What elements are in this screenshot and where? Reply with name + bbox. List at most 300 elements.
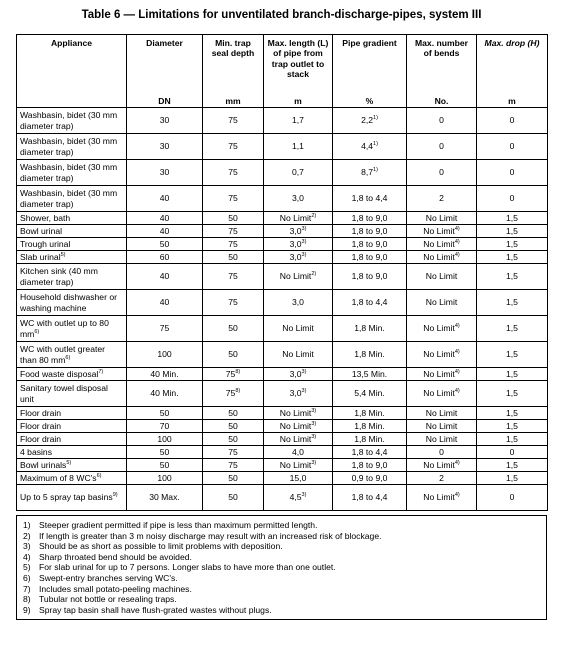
cell-diameter: [127, 108, 203, 134]
footnote-item: [23, 562, 540, 573]
cell-max-drop: [477, 381, 548, 407]
cell-bends: [407, 381, 477, 407]
cell-appliance: [17, 238, 127, 251]
cell-gradient-text: 1,8 to 4,4: [351, 446, 388, 457]
cell-appliance-text: Floor drain: [20, 407, 62, 418]
cell-max-length-text: 3,0: [289, 225, 302, 236]
table-row: [17, 264, 548, 290]
cell-max-length-text: 15,0: [289, 472, 307, 483]
cell-trap-seal: [203, 420, 264, 433]
cell-diameter-text: 100: [157, 433, 172, 444]
cell-max-length: [264, 420, 333, 433]
footnote-number: 1): [23, 520, 31, 530]
footnote-item: [23, 552, 540, 563]
cell-appliance: [17, 290, 127, 316]
cell-appliance: [17, 472, 127, 485]
unit-row: [17, 91, 548, 108]
cell-max-drop-text: 0: [509, 446, 515, 457]
footnote-ref: 3): [301, 492, 307, 499]
footnote-number: 5): [23, 562, 31, 573]
cell-max-drop: [477, 186, 548, 212]
cell-bends: [407, 238, 477, 251]
cell-gradient-text: 1,8 to 9,0: [351, 238, 388, 249]
cell-max-length: [264, 342, 333, 368]
cell-max-drop-text: 1,5: [506, 225, 518, 236]
cell-max-length: [264, 433, 333, 446]
footnote-ref: 4): [454, 349, 460, 356]
table-row: [17, 485, 548, 511]
cell-gradient: [333, 108, 407, 134]
cell-gradient: [333, 134, 407, 160]
footnote-ref: 7): [98, 368, 104, 375]
cell-gradient-text: 1,8 Min.: [354, 323, 385, 334]
cell-gradient-text: 1,8 Min.: [354, 433, 385, 444]
cell-appliance-text: Up to 5 spray tap basins: [20, 492, 113, 503]
cell-trap-seal-text: 75: [228, 297, 238, 308]
cell-appliance-text: WC with outlet greater than 80 mm: [20, 344, 106, 365]
cell-max-length: [264, 368, 333, 381]
cell-diameter-text: 50: [159, 407, 170, 418]
cell-gradient: [333, 251, 407, 264]
cell-trap-seal-text: 50: [228, 472, 238, 483]
footnote-ref: 4): [454, 323, 460, 330]
cell-bends: [407, 433, 477, 446]
cell-trap-seal: [203, 212, 264, 225]
footnote-text: Tubular not bottle or resealing traps.: [39, 594, 177, 605]
col-header-appliance: Appliance: [17, 35, 127, 91]
footnote-item: [23, 594, 540, 605]
cell-diameter-text: 50: [159, 238, 170, 249]
footnote-ref: 3): [301, 225, 307, 232]
footnote-text: If length is greater than 3 m noisy discharge may result with an increased risk of blockage.: [39, 530, 382, 541]
cell-appliance: [17, 225, 127, 238]
cell-bends-text: No Limit: [425, 420, 458, 431]
cell-trap-seal: [203, 134, 264, 160]
cell-max-drop-text: 1,5: [506, 323, 518, 334]
footnote-number: 7): [23, 583, 31, 594]
cell-max-drop: [477, 225, 548, 238]
footnote-ref: 1): [373, 141, 378, 148]
cell-diameter: [127, 446, 203, 459]
cell-diameter: [127, 251, 203, 264]
footnote-ref: 1): [373, 167, 378, 174]
cell-trap-seal: [203, 108, 264, 134]
cell-bends: [407, 407, 477, 420]
footnote-ref: 3): [301, 368, 307, 375]
cell-max-drop: [477, 264, 548, 290]
cell-max-drop-text: 1,5: [506, 238, 518, 249]
cell-appliance-text: Food waste disposal: [20, 368, 99, 379]
cell-appliance: [17, 264, 127, 290]
cell-trap-seal-text: 75: [228, 459, 238, 470]
table-row: [17, 160, 548, 186]
cell-appliance-text: WC with outlet up to 80 mm: [20, 318, 109, 339]
footnote-ref: 6): [34, 328, 40, 335]
col-header-gradient: Pipe gradient: [333, 35, 407, 91]
cell-trap-seal-text: 75: [228, 271, 238, 282]
cell-trap-seal-text: 75: [228, 238, 238, 249]
cell-max-length: [264, 407, 333, 420]
cell-max-drop: [477, 316, 548, 342]
footnote-number: 8): [23, 594, 31, 605]
cell-max-drop-text: 1,5: [506, 271, 518, 282]
cell-max-length-text: 3,0: [289, 251, 302, 262]
cell-trap-seal: [203, 316, 264, 342]
table-title: Table 6 — Limitations for unventilated branch-discharge-pipes, system III: [81, 9, 482, 21]
footnote-number: 6): [23, 572, 31, 583]
cell-appliance-text: Bowl urinal: [20, 225, 63, 236]
cell-gradient: [333, 485, 407, 511]
table-row: [17, 251, 548, 264]
cell-bends-text: No Limit: [423, 349, 455, 360]
cell-gradient-text: 13,5 Min.: [351, 368, 388, 379]
cell-max-length: [264, 290, 333, 316]
cell-diameter: [127, 342, 203, 368]
cell-max-drop: [477, 459, 548, 472]
cell-max-drop-text: 1,5: [506, 297, 518, 308]
cell-bends-text: No Limit: [423, 492, 455, 503]
cell-bends: [407, 264, 477, 290]
cell-trap-seal-text: 75: [228, 193, 238, 204]
cell-max-drop-text: 0: [509, 492, 515, 503]
cell-max-length-text: 3,0: [289, 238, 302, 249]
cell-bends: [407, 251, 477, 264]
cell-appliance: [17, 186, 127, 212]
footnote-number: 3): [23, 541, 31, 552]
cell-trap-seal-text: 50: [228, 349, 238, 360]
cell-max-drop: [477, 251, 548, 264]
cell-max-length: [264, 485, 333, 511]
footnote-ref: 5): [66, 459, 72, 466]
cell-bends-text: No Limit: [423, 459, 455, 470]
cell-trap-seal-text: 75: [228, 225, 238, 236]
cell-max-length: [264, 472, 333, 485]
cell-bends-text: No Limit: [423, 225, 455, 236]
cell-trap-seal-text: 50: [228, 492, 238, 503]
cell-bends-text: No Limit: [423, 368, 455, 379]
cell-max-drop-text: 1,5: [506, 368, 518, 379]
cell-max-drop: [477, 342, 548, 368]
cell-diameter: [127, 238, 203, 251]
footnote-ref: 2): [311, 212, 317, 219]
footnote-ref: 4): [454, 459, 460, 466]
footnote-ref: 4): [454, 225, 460, 232]
footnote-ref: 3): [301, 238, 307, 245]
cell-max-length-text: No Limit: [279, 420, 312, 431]
footnote-item: [23, 584, 540, 595]
cell-gradient-text: 8,7: [361, 167, 374, 178]
cell-max-length-text: 4,0: [292, 446, 304, 457]
footnote-ref: 4): [454, 492, 460, 499]
cell-max-length: [264, 212, 333, 225]
cell-gradient: [333, 342, 407, 368]
footnote-number: 2): [23, 530, 31, 541]
cell-max-drop: [477, 108, 548, 134]
cell-diameter-text: 40: [159, 212, 170, 223]
cell-max-drop-text: 1,5: [506, 407, 518, 418]
table-row: [17, 433, 548, 446]
cell-gradient: [333, 381, 407, 407]
cell-max-drop: [477, 485, 548, 511]
cell-max-drop: [477, 446, 548, 459]
cell-max-length-text: 3,0: [292, 193, 304, 204]
cell-max-drop: [477, 420, 548, 433]
cell-max-length-text: 0,7: [292, 167, 304, 178]
cell-diameter-text: 75: [159, 323, 170, 334]
table-row: [17, 420, 548, 433]
cell-max-length: [264, 381, 333, 407]
col-header-max-drop: Max. drop (H): [477, 35, 548, 91]
table-row: [17, 186, 548, 212]
cell-bends-text: No Limit: [425, 297, 458, 308]
footnote-text: Includes small potato-peeling machines.: [39, 583, 192, 594]
col-header-trap-seal: Min. trap seal depth: [203, 35, 264, 91]
cell-max-drop-text: 1,5: [506, 251, 518, 262]
table-row: [17, 212, 548, 225]
cell-trap-seal-text: 50: [228, 212, 238, 223]
cell-max-length-text: 3,0: [292, 297, 304, 308]
cell-max-drop: [477, 160, 548, 186]
cell-gradient: [333, 459, 407, 472]
cell-gradient-text: 0,9 to 9,0: [351, 472, 388, 483]
footnote-text: Spray tap basin shall have flush-grated wastes without plugs.: [39, 604, 272, 615]
cell-max-drop-text: 1,5: [506, 433, 518, 444]
cell-max-length: [264, 459, 333, 472]
cell-appliance: [17, 160, 127, 186]
table-row: [17, 290, 548, 316]
cell-max-drop: [477, 134, 548, 160]
cell-trap-seal-text: 75: [225, 388, 236, 399]
table-row: [17, 407, 548, 420]
cell-gradient-text: 1,8 to 4,4: [351, 193, 388, 204]
table-row: [17, 342, 548, 368]
col-header-bends: Max. number of bends: [407, 35, 477, 91]
cell-trap-seal: [203, 381, 264, 407]
unit-appliance: [17, 91, 127, 108]
cell-gradient: [333, 290, 407, 316]
footnote-text: Sharp throated bend should be avoided.: [39, 551, 192, 562]
cell-diameter: [127, 459, 203, 472]
table-row: [17, 446, 548, 459]
header-row: [17, 35, 548, 91]
table-row: [17, 108, 548, 134]
cell-diameter: [127, 160, 203, 186]
cell-appliance: [17, 433, 127, 446]
cell-diameter: [127, 433, 203, 446]
cell-bends: [407, 420, 477, 433]
cell-gradient-text: 1,8 to 4,4: [351, 492, 388, 503]
cell-max-length-text: 3,0: [289, 388, 302, 399]
cell-max-length: [264, 186, 333, 212]
footnote-ref: 3): [301, 388, 307, 395]
cell-appliance: [17, 134, 127, 160]
col-header-diameter: Diameter: [127, 35, 203, 91]
cell-diameter-text: 40 Min.: [150, 388, 179, 399]
cell-trap-seal: [203, 446, 264, 459]
footnote-item: [23, 605, 540, 616]
cell-max-length-text: No Limit: [282, 349, 314, 360]
cell-bends-text: No Limit: [425, 271, 458, 282]
cell-max-length-text: 4,5: [289, 492, 302, 503]
cell-diameter: [127, 290, 203, 316]
cell-gradient: [333, 160, 407, 186]
cell-gradient-text: 1,8 to 9,0: [351, 212, 388, 223]
cell-max-length-text: No Limit: [279, 407, 312, 418]
cell-diameter: [127, 225, 203, 238]
cell-bends-text: 2: [439, 472, 444, 483]
cell-appliance-text: Maximum of 8 WC's: [20, 472, 97, 483]
cell-max-length-text: 1,1: [292, 141, 304, 152]
cell-gradient: [333, 472, 407, 485]
cell-trap-seal: [203, 238, 264, 251]
cell-trap-seal-text: 75: [228, 115, 238, 126]
cell-diameter: [127, 420, 203, 433]
cell-diameter-text: 40: [159, 225, 170, 236]
cell-bends: [407, 225, 477, 238]
cell-gradient-text: 1,8 to 4,4: [351, 297, 388, 308]
cell-bends: [407, 368, 477, 381]
cell-gradient: [333, 238, 407, 251]
footnote-ref: 6): [65, 354, 71, 361]
cell-appliance: [17, 368, 127, 381]
cell-gradient-text: 1,8 Min.: [354, 349, 385, 360]
cell-bends: [407, 472, 477, 485]
table-row: [17, 238, 548, 251]
footnote-ref: 1): [373, 115, 378, 122]
cell-appliance: [17, 251, 127, 264]
cell-appliance: [17, 108, 127, 134]
cell-diameter-text: 50: [159, 446, 170, 457]
cell-appliance-text: Shower, bath: [20, 212, 71, 223]
unit-max-drop: m: [477, 91, 548, 108]
footnote-item: [23, 573, 540, 584]
cell-gradient-text: 1,8 to 9,0: [351, 271, 388, 282]
cell-gradient: [333, 225, 407, 238]
cell-bends-text: 0: [439, 115, 444, 126]
cell-diameter: [127, 186, 203, 212]
cell-bends: [407, 108, 477, 134]
footnote-item: [23, 541, 540, 552]
cell-max-length-text: 1,7: [292, 115, 304, 126]
cell-diameter: [127, 212, 203, 225]
cell-gradient-text: 1,8 to 9,0: [351, 251, 388, 262]
cell-trap-seal: [203, 290, 264, 316]
cell-max-drop: [477, 368, 548, 381]
cell-appliance: [17, 459, 127, 472]
cell-bends-text: 2: [439, 193, 444, 204]
cell-bends-text: No Limit: [425, 212, 458, 223]
cell-diameter-text: 60: [159, 251, 170, 262]
cell-trap-seal: [203, 407, 264, 420]
footnote-ref: 8): [235, 368, 241, 375]
cell-diameter: [127, 381, 203, 407]
footnote-number: 4): [23, 551, 31, 562]
cell-gradient: [333, 264, 407, 290]
cell-trap-seal-text: 75: [225, 368, 236, 379]
cell-gradient-text: 1,8 Min.: [354, 420, 385, 431]
cell-max-length-text: No Limit: [279, 433, 312, 444]
footnote-text: Swept-entry branches serving WC's.: [39, 572, 178, 583]
unit-trap-seal: mm: [203, 91, 264, 108]
cell-max-drop-text: 0: [509, 141, 515, 152]
cell-gradient: [333, 420, 407, 433]
footnote-ref: 4): [454, 251, 460, 258]
cell-appliance: [17, 485, 127, 511]
cell-trap-seal: [203, 472, 264, 485]
cell-gradient: [333, 433, 407, 446]
footnote-ref: 3): [311, 420, 317, 427]
table-row: [17, 225, 548, 238]
cell-appliance-text: Household dishwasher or washing machine: [20, 292, 117, 313]
cell-max-length: [264, 225, 333, 238]
cell-appliance: [17, 316, 127, 342]
table-row: [17, 381, 548, 407]
cell-diameter-text: 70: [159, 420, 170, 431]
unit-bends: No.: [407, 91, 477, 108]
cell-max-drop-text: 1,5: [506, 472, 518, 483]
cell-max-drop: [477, 212, 548, 225]
cell-gradient-text: 2,2: [361, 115, 374, 126]
cell-diameter: [127, 485, 203, 511]
footnote-ref: 3): [301, 251, 307, 258]
cell-diameter-text: 30 Max.: [149, 492, 180, 503]
cell-max-drop: [477, 433, 548, 446]
cell-max-drop-text: 0: [509, 193, 515, 204]
cell-appliance-text: Slab urinal: [20, 251, 61, 262]
cell-max-drop: [477, 238, 548, 251]
footnote-ref: 8): [235, 388, 241, 395]
cell-diameter-text: 40: [159, 297, 170, 308]
cell-diameter-text: 100: [157, 349, 172, 360]
cell-gradient-text: 1,8 to 9,0: [351, 225, 388, 236]
cell-trap-seal: [203, 368, 264, 381]
cell-bends-text: No Limit: [423, 388, 455, 399]
footnote-text: For slab urinal for up to 7 persons. Longer slabs to have more than one outlet.: [39, 562, 336, 573]
cell-trap-seal-text: 75: [228, 446, 238, 457]
footnote-ref: 5): [60, 251, 66, 258]
cell-max-length: [264, 316, 333, 342]
cell-max-drop-text: 1,5: [506, 459, 518, 470]
cell-diameter: [127, 316, 203, 342]
footnote-ref: 3): [311, 407, 317, 414]
cell-appliance-text: Washbasin, bidet (30 mm diameter trap): [20, 188, 118, 209]
footnote-text: Should be as short as possible to limit problems with deposition.: [39, 541, 283, 552]
cell-appliance-text: Floor drain: [20, 433, 62, 444]
cell-bends-text: 0: [439, 141, 444, 152]
cell-bends: [407, 342, 477, 368]
cell-diameter-text: 30: [159, 115, 170, 126]
cell-trap-seal-text: 50: [228, 433, 238, 444]
table-row: [17, 472, 548, 485]
cell-appliance-text: Trough urinal: [20, 238, 71, 249]
cell-appliance-text: Sanitary towel disposal unit: [20, 383, 108, 404]
cell-appliance: [17, 446, 127, 459]
cell-bends-text: 0: [439, 167, 444, 178]
cell-trap-seal-text: 50: [228, 420, 238, 431]
footnote-ref: 4): [454, 388, 460, 395]
footnote-ref: 6): [96, 472, 102, 479]
cell-gradient: [333, 212, 407, 225]
cell-max-length-text: No Limit: [279, 459, 312, 470]
cell-gradient: [333, 316, 407, 342]
cell-trap-seal: [203, 251, 264, 264]
cell-trap-seal: [203, 485, 264, 511]
cell-max-length: [264, 108, 333, 134]
col-header-max-length: Max. length (L) of pipe from trap outlet to stack: [264, 35, 333, 91]
cell-trap-seal: [203, 342, 264, 368]
cell-max-drop: [477, 472, 548, 485]
cell-bends: [407, 212, 477, 225]
